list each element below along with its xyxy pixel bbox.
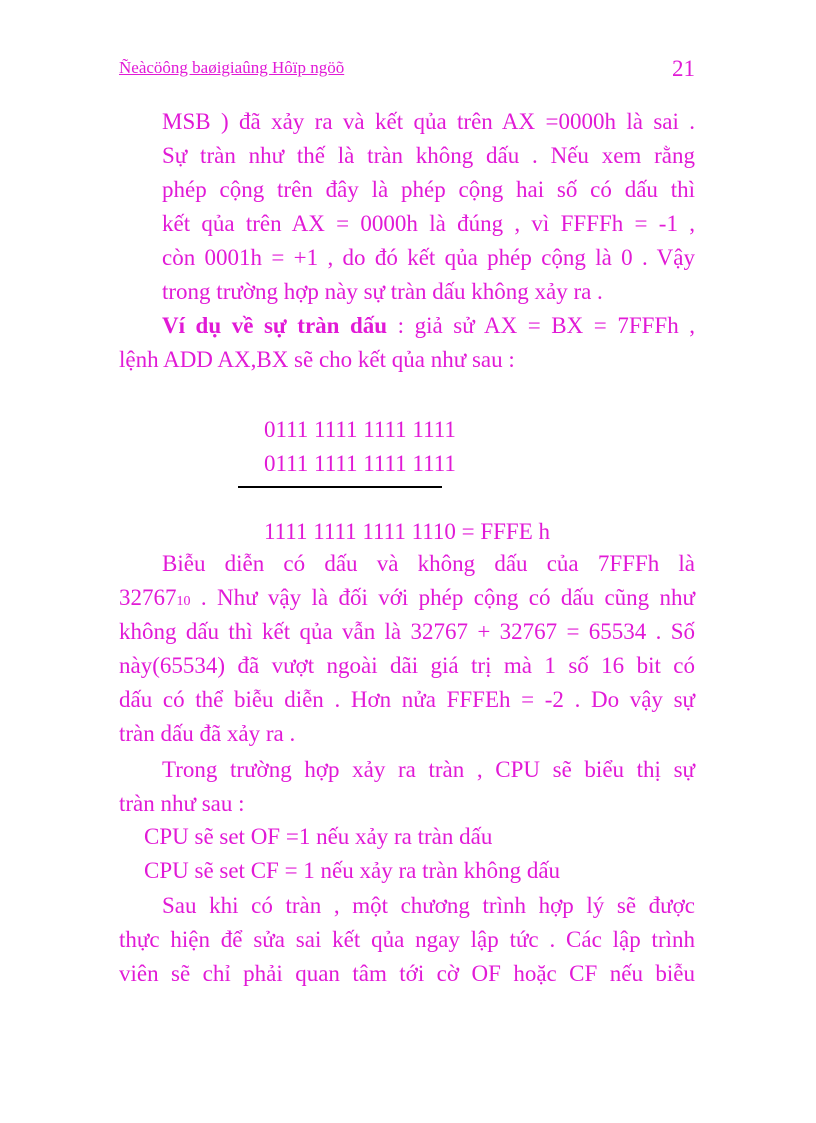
binary-result: 1111 1111 1111 1110 = FFFE h (264, 519, 551, 544)
page-header (119, 56, 697, 84)
of-flag-line: CPU sẽ set OF =1 nếu xảy ra tràn dấu (144, 824, 493, 849)
text-line: Biễu diễn có dấu và không dấu của 7FFFh là (162, 551, 695, 576)
text-line: tràn dấu đã xảy ra . (119, 721, 296, 746)
text-span: . Như vậy là đối với phép cộng có dấu cũng như (190, 585, 695, 610)
text-line: còn 0001h = +1 , do đó kết qủa phép cộng là 0 . Vậy (162, 245, 695, 270)
text-line: Sau khi có tràn , một chương trình hợp lý sẽ được (162, 893, 695, 918)
header-title: Ñeàcöông baøigiaûng Hôïp ngöõ (119, 58, 345, 77)
text-line: không dấu thì kết qủa vẫn là 32767 + 32767 = 65534 . Số (119, 619, 695, 644)
cf-flag-line: CPU sẽ set CF = 1 nếu xảy ra tràn không dấu (144, 858, 561, 883)
example-text: : giả sử AX = BX = 7FFFh , (387, 313, 695, 338)
text-line: thực hiện để sửa sai kết qủa ngay lập tức . Các lập trình (119, 927, 695, 952)
text-line: kết qủa trên AX = 0000h là đúng , vì FFFFh = -1 , (162, 211, 695, 236)
text-line: dấu có thể biễu diễn . Hơn nửa FFFEh = -2 . Do vậy sự (119, 687, 695, 712)
text-line: MSB ) đã xảy ra và kết qủa trên AX =0000h là sai . (162, 109, 695, 134)
text-line: trong trường hợp này sự tràn dấu không xảy ra . (162, 279, 603, 304)
text-line: tràn như sau : (119, 791, 245, 816)
example-bold-label: Ví dụ về sự tràn dấu (162, 313, 388, 338)
number-32767: 32767 (119, 585, 177, 610)
text-line: phép cộng trên đây là phép cộng hai số có dấu thì (162, 177, 695, 202)
text-line: này(65534) đã vượt ngoài dãi giá trị mà 1 số 16 bit có (119, 653, 695, 678)
base-subscript: 10 (176, 594, 191, 609)
example-line2: lệnh ADD AX,BX sẽ cho kết qủa như sau : (119, 347, 515, 372)
binary-operand-1: 0111 1111 1111 1111 (264, 417, 456, 442)
example-heading (162, 311, 695, 341)
addition-rule (238, 486, 442, 488)
page-number: 21 (672, 56, 695, 81)
text-line: Trong trường hợp xảy ra tràn , CPU sẽ biểu thị sự (162, 757, 695, 782)
text-line: Sự tràn như thế là tràn không dấu . Nếu xem rằng (162, 143, 695, 168)
text-line: viên sẽ chỉ phải quan tâm tới cờ OF hoặc CF nếu biễu (119, 961, 695, 986)
binary-operand-2: 0111 1111 1111 1111 (264, 451, 456, 476)
text-line (119, 583, 695, 617)
